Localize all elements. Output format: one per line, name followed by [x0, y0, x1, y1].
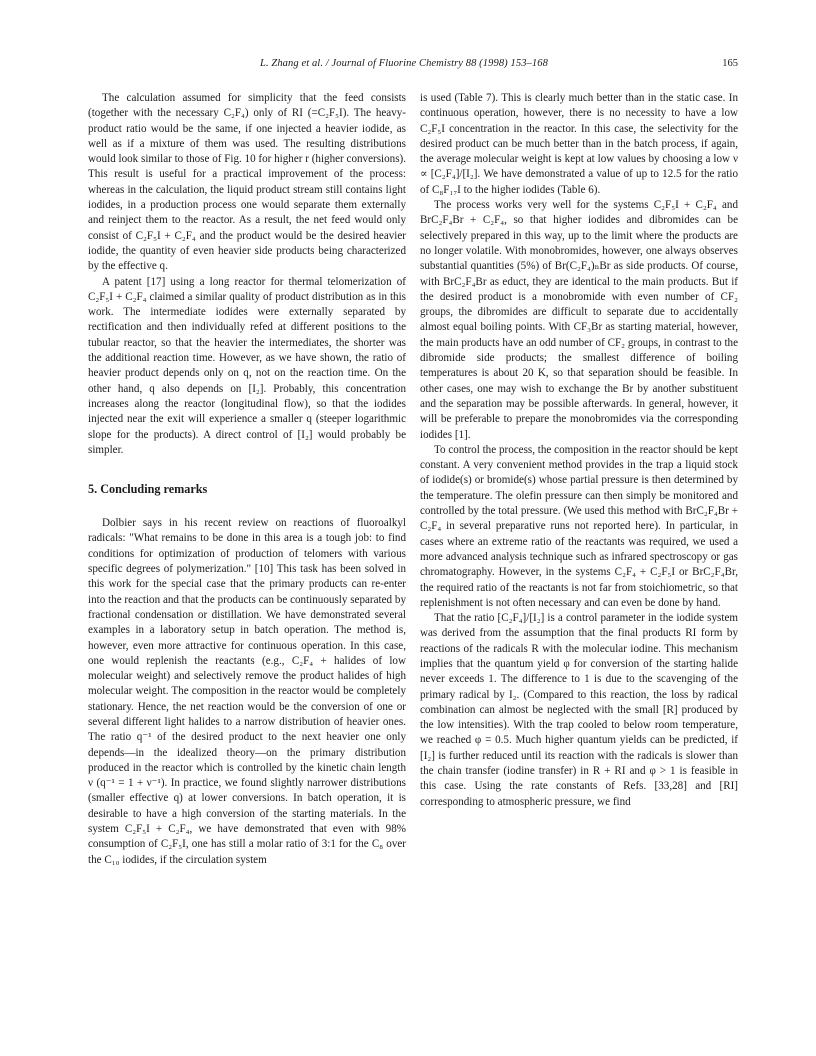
paragraph: That the ratio [C₂F₄]/[I₂] is a control parameter in the iodide system was derived from the assumption that the final products RI form by reactions of the radicals R with the molecular iodine. This mechanism implies that the quantum yield φ for conversion of the starting halide never exceeds 1. The difference to 1 is due to the scavenging of the primary radical by I₂. (Compared to this reaction, the loss by radical combination can almost be neglected with the small [R] produced by the low intensities). With the trap cooled to below room temperature, we reached φ = 0.5. Much higher quantum yields can be predicted, if [I₂] is further reduced until its reaction with the radicals is slower than the chain transfer (iodine transfer) in R + RI and φ > 1 is feasible in this case. Using the rate constants of Refs. [33,28] and [RI] corresponding to atmospheric pressure, we find — [420, 612, 738, 808]
left-column — [88, 91, 406, 868]
page-header — [88, 58, 738, 74]
page-number: 165 — [722, 58, 738, 69]
paragraph: To control the process, the composition in the reactor should be kept constant. A very convenient method provides in the trap a liquid stock of iodide(s) or bromide(s) whose partial pressure is then determined by the temperature. The olefin pressure can then simply be monitored and controlled by the total pressure. (We used this method with BrC₂F₄Br + C₂F₄ in several preparative runs not reported here). In particular, in cases where an extreme ratio of the reactants was required, we used a more advanced analysis technique such as infrared spectroscopy or gas chromatography. However, in the systems C₂F₄ + C₂F₅I or BrC₂F₄Br, the required ratio of the reactants is not far from stoichiometric, so that replenishment is not often necessary and can even be done by hand. — [420, 443, 738, 609]
paragraph: The calculation assumed for simplicity that the feed consists (together with the necessary C₂F₄) only of RI (=C₂F₅I). The heavy-product ratio would be the same, if one injected a heavier iodide, as well as if a mixture of them was used. The resulting distributions would look similar to those of Fig. 10 for higher r (higher conversions). This result is useful for a practical improvement of the process: whereas in the calculation, the liquid product stream still contains light iodides, in a production process one would separate them externally and reinject them to the reactor. As a result, the net feed would only consist of C₂F₅I + C₂F₄ and the product would be the desired heavier iodide, the quantity of even heavier side products being characterized by the effective q. — [88, 92, 406, 273]
paragraph: Dolbier says in his recent review on reactions of fluoroalkyl radicals: "What remains to be done in this area is a tough job: to find conditions for optimization of production of telomers with various specific degrees of polymerization." [10] This task has been solved in this work for the special case that the primary products can re-enter into the reaction and that the products can be continuously separated by fractional condensation or distillation. We have demonstrated several examples in a laboratory setup in batch operation. The method is, however, even more attractive for continuous operation. In this case, one would replenish the reactants (e.g., C₂F₄ + halides of low molecular weight) and selectively remove the product halides of high molecular weight. The composition in the reactor would be completely stationary. Hence, the net reaction would be the conversion of one or several different light halides to a narrow distribution of heavier ones. The ratio q⁻¹ of the desired product to the next heavier one only depends—in the idealized theory—on the primary distribution produced in the reactor which is controlled by the kinetic chain length ν (q⁻¹ = 1 + ν⁻¹). In practice, we found slightly narrower distributions (smaller effective q) at lower conversions. In batch operation, it is desirable to have a high conversion of the starting materials. In the system C₂F₅I + C₂F₄, we have demonstrated that even with 98% consumption of C₂F₅I, one has still a molar ratio of 3:1 for the C₈ over the C₁₀ iodides, if the circulation system — [88, 517, 406, 866]
paragraph: The process works very well for the systems C₂F₅I + C₂F₄ and BrC₂F₄Br + C₂F₄, so that higher iodides and dibromides can be selectively prepared in this way, up to the limit where the products are no longer volatile. With monobromides, however, one always observes substantial quantities (5%) of Br(C₂F₄)ₙBr as side products. Of course, with BrC₂F₄Br as educt, they are identical to the main products. But if the desired product is a monobromide with even number of CF₂ groups, the dibromides are difficult to separate due to accidentally almost equal boiling points. With CF₃Br as starting material, however, the main products have an odd number of CF₂ groups, in contrast to the dibromide side products; the smallest difference of boiling temperatures is about 20 K, so that separation should be feasible. In other cases, one may wish to exchange the Br by another substituent and the separation may be possible afterwards. In general, however, it will be preferable to prepare the monobromides via the corresponding iodides [1]. — [420, 199, 738, 441]
section-heading: 5. Concluding remarks — [88, 482, 208, 497]
paragraph: is used (Table 7). This is clearly much better than in the static case. In continuous operation, however, there is no necessity to have a low C₂F₅I concentration in the reactor. In this case, the selectivity for the desired product can be much better than in the batch process, if again, the average molecular weight is kept at low values by choosing a low ν ∝ [C₂F₄]/[I₂]. We have demonstrated a value of up to 12.5 for the ratio of C₈F₁₇I to the higher iodides (Table 6). — [420, 92, 738, 196]
paragraph: A patent [17] using a long reactor for thermal telomerization of C₂F₅I + C₂F₄ claimed a similar quality of product distribution as in this work. The intermediate iodides were externally separated by rectification and then individually refed at different positions to the tubular reactor, so that the heavier the intermediates, the shorter was the additional reaction time. However, as we have shown, the ratio of heavier product depends only on q, not on the reaction time. On the other hand, q also depends on [I₂]. Probably, this concentration increases along the reactor (longitudinal flow), so that the iodides injected near the exit will experience a smaller q (steeper logarithmic slope for the products). A direct control of [I₂] would probably be simpler. — [88, 275, 406, 456]
running-title: L. Zhang et al. / Journal of Fluorine Chemistry 88 (1998) 153–168 — [260, 58, 548, 69]
right-column — [420, 91, 738, 810]
